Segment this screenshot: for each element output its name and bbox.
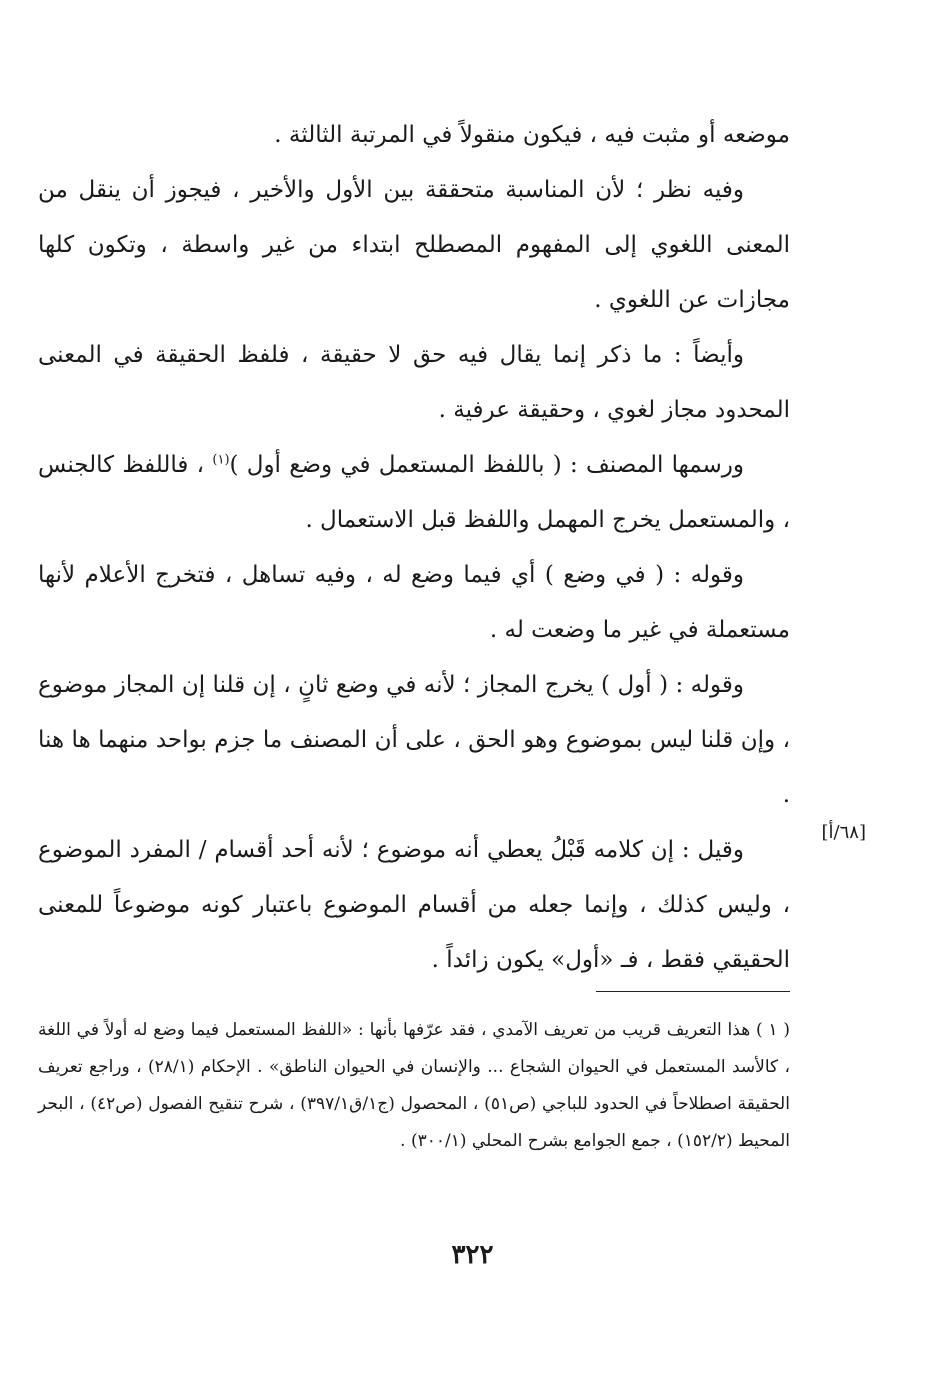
manuscript-folio-note: [٦٨/أ]: [821, 822, 866, 843]
footnote-marker[interactable]: (١): [212, 452, 230, 468]
paragraph-4: [38, 438, 790, 548]
paragraph-1: موضعه أو مثبت فيه ، فيكون منقولاً في المرتبة الثالثة .: [274, 122, 790, 148]
paragraph-6: وقوله : ( أول ) يخرج المجاز ؛ لأنه في وضع ثانٍ ، إن قلنا إن المجاز موضوع ، وإن قلنا ليس بموضوع وهو الحق ، على أن المصنف ما جزم بواحد منهما ها هنا .: [38, 672, 790, 808]
paragraph-5: وقوله : ( في وضع ) أي فيما وضع له ، وفيه تساهل ، فتخرج الأعلام لأنها مستعملة في غير ما وضعت له .: [38, 562, 790, 643]
footnote-1: ( ١ ) هذا التعريف قريب من تعريف الآمدي ، فقد عرّفها بأنها : «اللفظ المستعمل فيما وضع له أولاً في اللغة ، كالأسد المستعمل في الحيوان الشجاع ... والإنسان في الحيوان الناطق» . الإحكام (٢٨/١) ، وراجع تعريف الحقيقة اصطلاحاً في الحدود للباجي (ص٥١) ، المحصول (ج١/ق٣٩٧/١) ، شرح تنقيح الفصول (ص٤٢) ، البحر المحيط (١٥٢/٢) ، جمع الجوامع بشرح المحلي (٣٠٠/١) .: [38, 1020, 790, 1151]
footnote-divider: [596, 991, 790, 992]
main-text: [38, 108, 790, 988]
paragraph-2: وفيه نظر ؛ لأن المناسبة متحققة بين الأول والأخير ، فيجوز أن ينقل من المعنى اللغوي إلى المفهوم المصطلح ابتداء من غير واسطة ، وتكون كلها مجازات عن اللغوي .: [38, 177, 790, 313]
paragraph-3: وأيضاً : ما ذكر إنما يقال فيه حق لا حقيقة ، فلفظ الحقيقة في المعنى المحدود مجاز لغوي ، وحقيقة عرفية .: [38, 342, 790, 423]
paragraph-4-text: ورسمها المصنف : ( باللفظ المستعمل في وضع أول ): [229, 452, 745, 478]
paragraph-7: وقيل : إن كلامه قَبْلُ يعطي أنه موضوع ؛ لأنه أحد أقسام / المفرد الموضوع ، وليس كذلك ، وإنما جعله من أقسام الموضوع باعتبار كونه موضوعاً للمعنى الحقيقي فقط ، فـ «أول» يكون زائداً .: [38, 837, 790, 973]
page-number: ٣٢٢: [451, 1240, 494, 1270]
paragraph-4-rest: ، فاللفظ كالجنس ، والمستعمل يخرج المهمل واللفظ قبل الاستعمال .: [38, 452, 790, 533]
